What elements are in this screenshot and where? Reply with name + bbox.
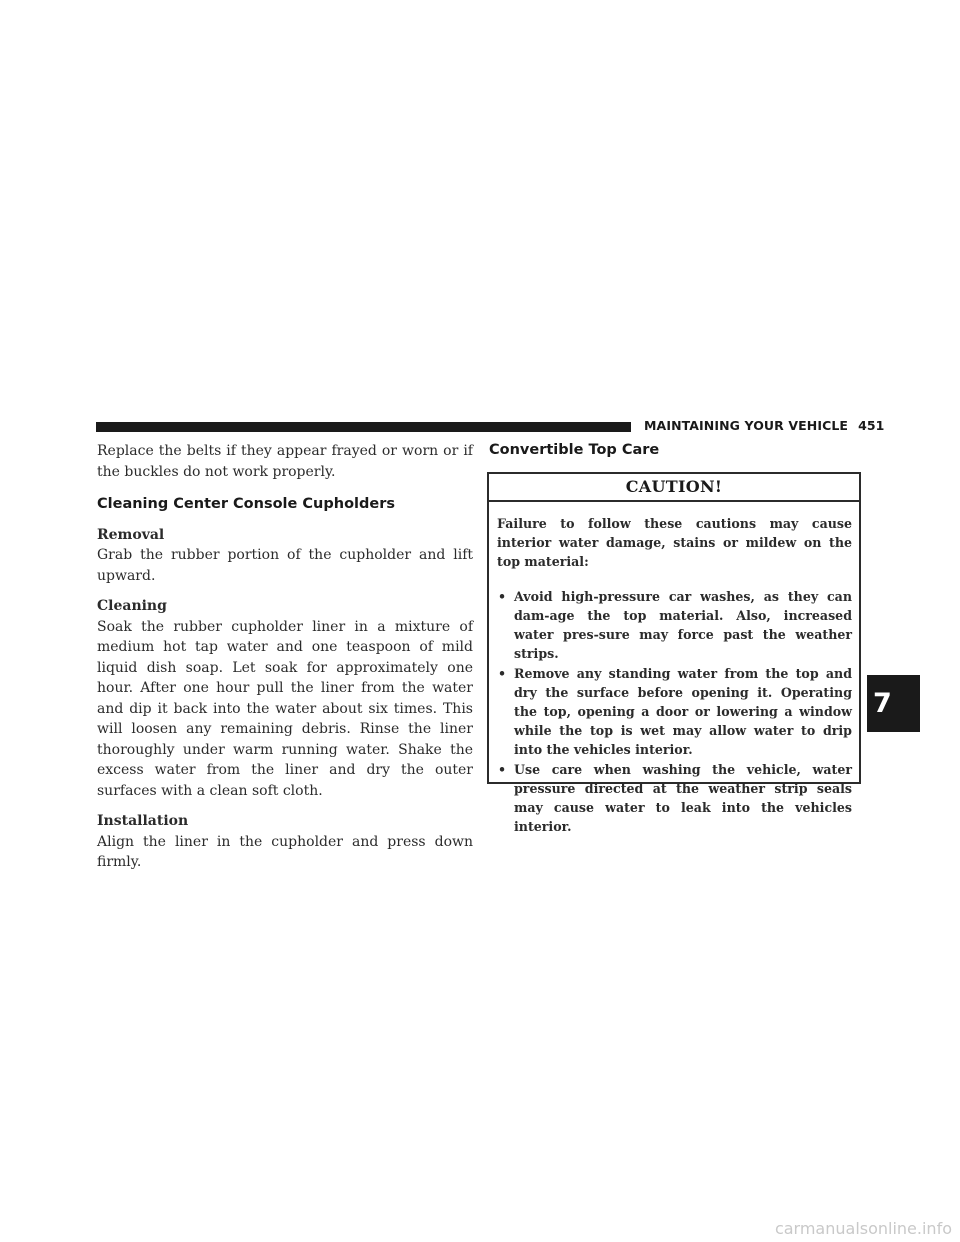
caution-item [497, 760, 852, 836]
installation-heading: Installation [97, 813, 189, 829]
removal-heading: Removal [97, 526, 165, 543]
caution-box [487, 472, 861, 834]
section-heading-convertible-top: Convertible Top Care [489, 442, 660, 458]
caution-item-text: Use care when washing the vehicle, water pressure directed at the weather strip seals may cause water to leak into the vehicles interior. [514, 762, 852, 834]
header-section-title: MAINTAINING YOUR VEHICLE [644, 418, 849, 433]
chapter-tab: 7 [867, 675, 920, 732]
caution-item [497, 587, 852, 663]
installation-text: Align the liner in the cupholder and press down firmly. [97, 833, 473, 870]
caution-body [489, 502, 859, 836]
header-rule [96, 422, 631, 432]
caution-item-text: Remove any standing water from the top and dry the surface before opening it. Operating the top, opening a door or lowering a window while the top is wet may allow water to drip into the vehicles interior. [514, 666, 852, 757]
intro-paragraph: Replace the belts if they appear frayed or worn or if the buckles do not work properly. [97, 443, 473, 480]
section-heading-cupholders: Cleaning Center Console Cupholders [97, 496, 396, 512]
caution-item [497, 664, 852, 759]
bullet-icon: • [498, 666, 507, 681]
running-header [644, 418, 885, 433]
page-number: 451 [858, 418, 885, 433]
removal-text: Grab the rubber portion of the cupholder and lift upward. [97, 547, 473, 584]
cleaning-text: Soak the rubber cupholder liner in a mixture of medium hot tap water and one teaspoon of mild liquid dish soap. Let soak for approximately one hour. After one hour pull the liner from the water and dip it back into the water about six times. This will loosen any remaining debris. Rinse the liner thoroughly under warm running water. Shake the excess water from the liner and dry the outer surfaces with a clean soft cloth. [97, 618, 473, 799]
bullet-icon: • [498, 762, 507, 777]
caution-item-text: Avoid high-pressure car washes, as they can dam-age the top material. Also, increased water pres-sure may force past the weather strips. [514, 589, 852, 661]
left-column [97, 441, 473, 873]
caution-title: CAUTION! [489, 474, 859, 502]
caution-intro: Failure to follow these cautions may cause interior water damage, stains or mildew on the top material: [497, 516, 852, 569]
watermark: carmanualsonline.info [774, 1219, 952, 1238]
bullet-icon: • [498, 589, 507, 604]
cleaning-heading: Cleaning [97, 598, 167, 614]
caution-list [497, 587, 852, 836]
